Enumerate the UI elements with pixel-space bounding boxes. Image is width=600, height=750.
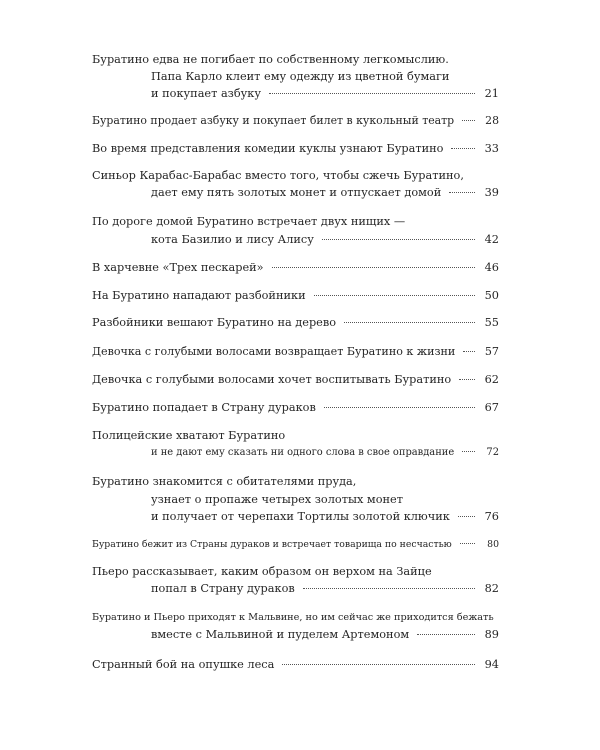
toc-entry-text: Разбойники вешают Буратино на дерево [92, 316, 337, 329]
toc-entry-text: Девочка с голубыми волосами хочет воспитывать Буратино [92, 373, 452, 386]
toc-entry-text: попал в Страну дураков [151, 582, 295, 595]
toc-entry-line [92, 536, 499, 554]
dot-leader [303, 588, 475, 589]
toc-entry-text: В харчевне «Трех пескарей» [92, 261, 264, 274]
toc-entry-line [92, 213, 499, 231]
toc-entry-line [92, 140, 499, 158]
dot-leader [324, 407, 475, 408]
dot-leader [344, 322, 475, 323]
page-number: 82 [484, 582, 499, 595]
page-number: 39 [484, 186, 499, 199]
dot-leader [463, 351, 475, 352]
dot-leader [282, 664, 475, 665]
toc-entry-text: Буратино продает азбуку и покупает билет в кукольный театр [92, 114, 455, 127]
toc-entry-line [151, 231, 499, 249]
page-number: 62 [484, 373, 499, 386]
dot-leader [458, 516, 475, 517]
toc-entry-text: и покупает азбуку [151, 87, 262, 100]
toc-entry-line [151, 444, 499, 462]
toc-entry-line [151, 68, 499, 86]
toc-entry-text: вместе с Мальвиной и пуделем Артемоном [151, 628, 410, 641]
dot-leader [459, 379, 475, 380]
page-number: 72 [486, 447, 499, 458]
page-number: 33 [484, 142, 499, 155]
toc-entry-text: и не дают ему сказать ни одного слова в свое оправдание [151, 447, 455, 458]
toc-entry-text: Буратино попадает в Страну дураков [92, 401, 316, 414]
page-number: 76 [484, 510, 499, 523]
dot-leader [451, 148, 475, 149]
toc-entry-line [92, 343, 499, 361]
toc-entry-line [151, 184, 499, 202]
toc-entry-text: Папа Карло клеит ему одежду из цветной бумаги [151, 70, 450, 83]
page-number: 67 [484, 401, 499, 414]
toc-entry-text: и получает от черепахи Тортилы золотой ключик [151, 510, 450, 523]
toc-entry-line [151, 626, 499, 644]
dot-leader [462, 120, 475, 121]
toc-entry-text: Синьор Карабас-Барабас вместо того, чтобы сжечь Буратино, [92, 169, 464, 182]
toc-entry-text: Пьеро рассказывает, каким образом он верхом на Зайце [92, 565, 432, 578]
toc-entry-line [92, 112, 499, 130]
dot-leader [314, 295, 475, 296]
toc-entry-line [92, 287, 499, 305]
toc-entry-line [92, 371, 499, 389]
toc-entry-text: Буратино и Пьеро приходят к Мальвине, но им сейчас же приходится бежать [92, 612, 494, 623]
page-number: 42 [484, 233, 499, 246]
toc-entry-text: Буратино знакомится с обитателями пруда, [92, 475, 357, 488]
dot-leader [269, 93, 475, 94]
toc-entry-text: Буратино бежит из Страны дураков и встречает товарища по несчастью [92, 539, 452, 550]
toc-entry-line [92, 609, 499, 627]
page-number: 89 [484, 628, 499, 641]
toc-entry-line [151, 491, 499, 509]
page-number: 57 [484, 345, 499, 358]
toc-entry-line [151, 508, 499, 526]
page-number: 21 [484, 87, 499, 100]
page-number: 50 [484, 289, 499, 302]
toc-entry-line [92, 314, 499, 332]
toc-entry-line [92, 473, 499, 491]
page-number: 94 [484, 658, 499, 671]
toc-entry-text: Девочка с голубыми волосами возвращает Буратино к жизни [92, 345, 456, 358]
page-number: 46 [484, 261, 499, 274]
dot-leader [462, 451, 475, 452]
toc-entry-line [92, 51, 499, 69]
dot-leader [322, 239, 475, 240]
page-number: 28 [485, 114, 499, 127]
toc-entry-text: узнает о пропаже четырех золотых монет [151, 493, 403, 506]
toc-entry-text: кота Базилио и лису Алису [151, 233, 314, 246]
toc-entry-line [151, 580, 499, 598]
toc-entry-text: Полицейские хватают Буратино [92, 429, 286, 442]
page-number: 55 [484, 316, 499, 329]
toc-entry-line [92, 427, 499, 445]
dot-leader [417, 634, 475, 635]
toc-entry-line [92, 259, 499, 277]
dot-leader [449, 192, 475, 193]
toc-entry-text: дает ему пять золотых монет и отпускает домой [151, 186, 442, 199]
toc-entry-text: По дороге домой Буратино встречает двух нищих — [92, 215, 406, 228]
page-number: 80 [487, 539, 499, 550]
dot-leader [460, 543, 475, 544]
toc-entry-line [92, 656, 499, 674]
toc-entry-text: Во время представления комедии куклы узнают Буратино [92, 142, 444, 155]
dot-leader [272, 267, 475, 268]
toc-entry-line [92, 563, 499, 581]
toc-entry-text: Странный бой на опушке леса [92, 658, 275, 671]
toc-entry-text: На Буратино нападают разбойники [92, 289, 306, 302]
toc-entry-text: Буратино едва не погибает по собственному легкомыслию. [92, 53, 449, 66]
toc-entry-line [151, 85, 499, 103]
toc-entry-line [92, 167, 499, 185]
toc-entry-line [92, 399, 499, 417]
